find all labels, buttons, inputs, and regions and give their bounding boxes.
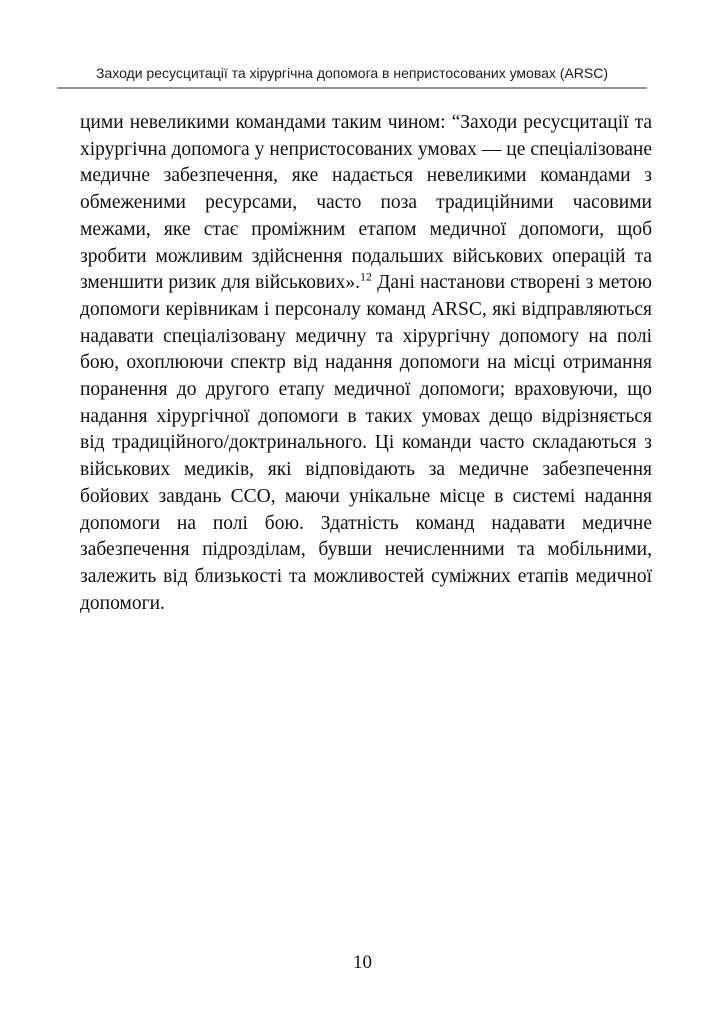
page-number: 10 — [353, 952, 372, 973]
footnote-reference: 12 — [359, 269, 372, 284]
paragraph-text-after-footnote: Дані настанови створені з метою допомоги керівникам і персоналу команд ARSC, які відправляються надавати спеціалізовану медичну та хірургічну допомогу на полі бою, охоплюючи спектр від надання допомоги на місці отримання поранення до другого етапу медичної допомоги; враховуючи, що надання хірургічної допомоги в таких умовах дещо відрізняється від традиційного/доктринального. Ці команди часто складаються з військових медиків, які відповідають за медичне забезпечення бойових завдань ССО, маючи унікальне місце в системі надання допомоги на полі бою. Здатність команд надавати медичне забезпечення підрозділам, бувши нечисленними та мобільними, залежить від близькості та можливостей суміжних етапів медичної допомоги. — [80, 272, 652, 614]
running-header-title: Заходи ресусцитації та хірургічна допомога в непристосованих умовах (ARSC) — [57, 64, 647, 89]
paragraph — [80, 110, 652, 617]
page-footer — [0, 951, 725, 975]
paragraph-text-before-footnote: цими невеликими командами таким чином: “Заходи ресусцитації та хірургічна допомога у непристосованих умовах — це спеціалізоване медичне забезпечення, яке надається невеликими командами з обмеженими ресурсами, часто поза традиційними часовими межами, яке стає проміжним етапом медичної допомоги, щоб зробити можливим здійснення подальших військових операцій та зменшити ризик для військових». — [80, 112, 652, 294]
page-header — [57, 64, 647, 89]
body-text-block — [80, 110, 652, 617]
